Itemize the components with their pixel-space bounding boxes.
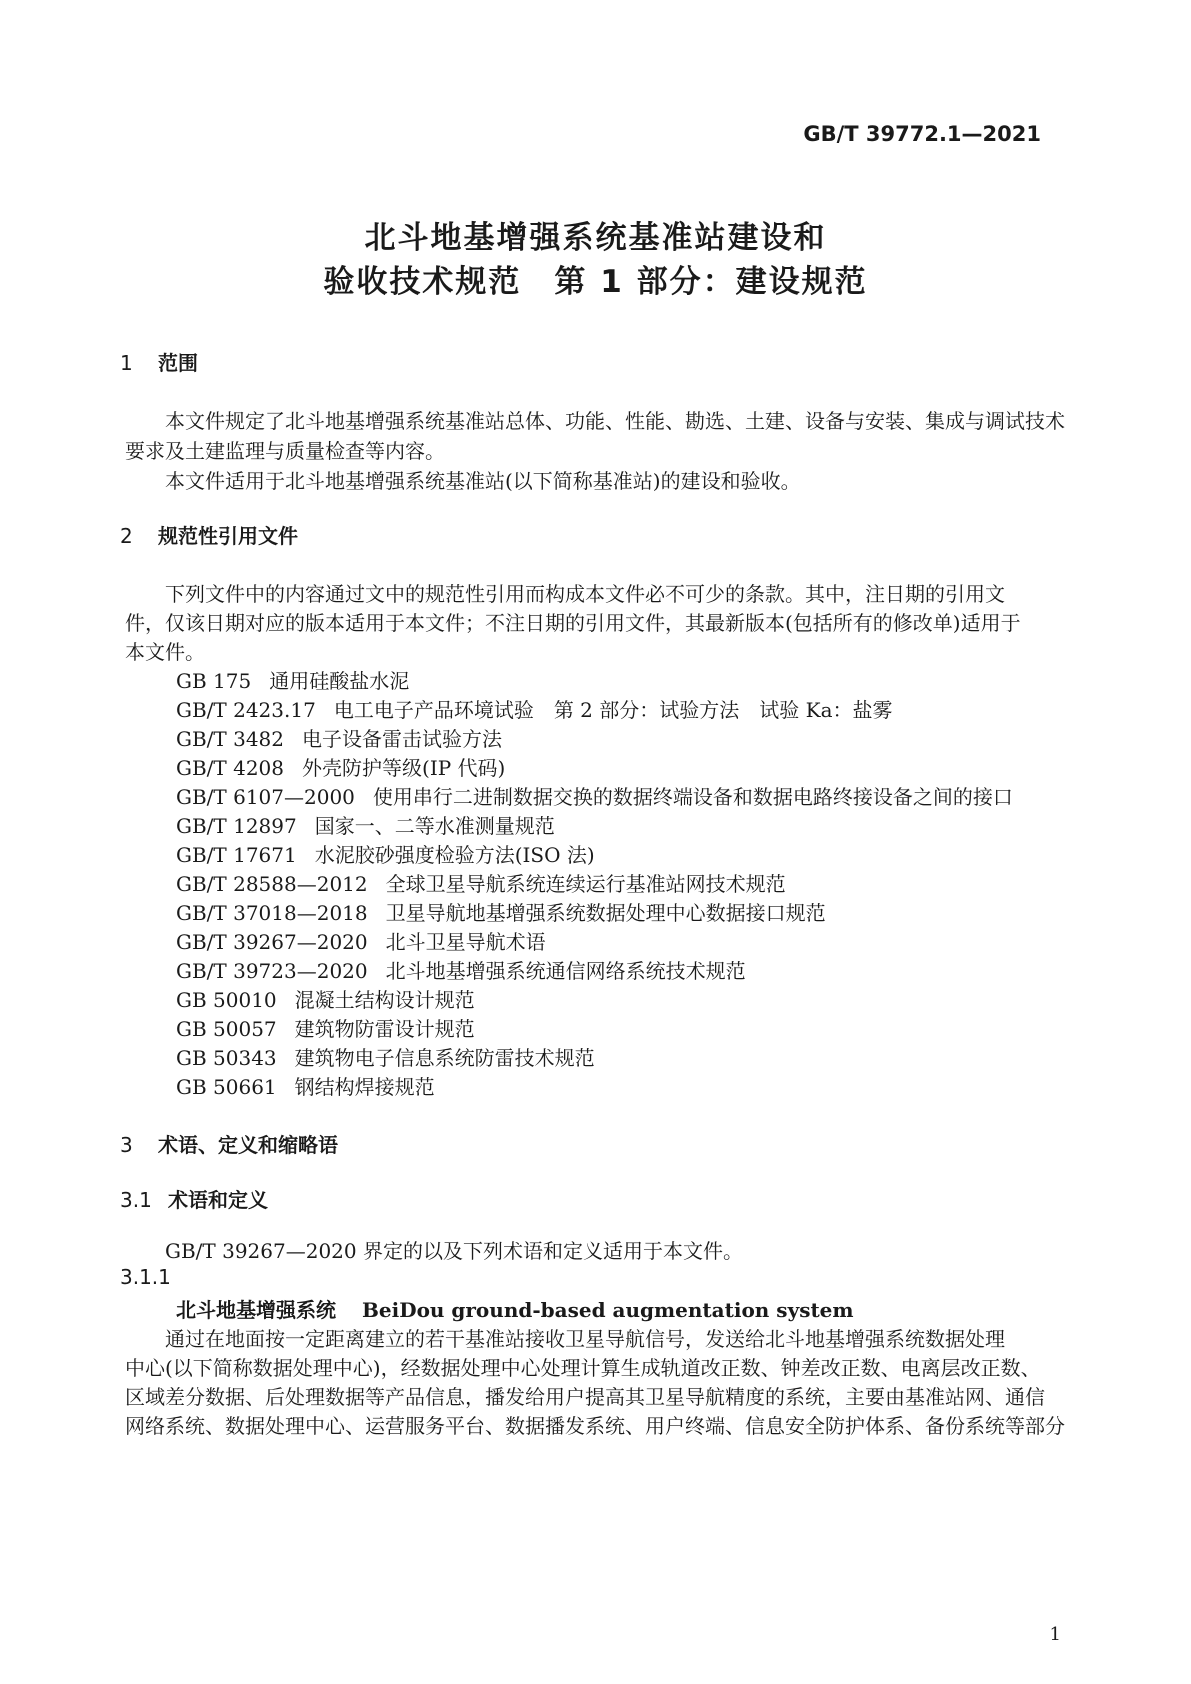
term-number: 3.1.1 [120, 1265, 171, 1289]
subsection-number: 3.1 [120, 1188, 152, 1212]
reference-code: GB/T 3482 [176, 727, 285, 751]
section-number: 2 [120, 524, 133, 548]
paragraph-line: 本文件规定了北斗地基增强系统基准站总体、功能、性能、勘选、土建、设备与安装、集成与调试技术 [165, 409, 1065, 433]
paragraph-line: 要求及土建监理与质量检查等内容。 [125, 439, 445, 463]
paragraph-line: GB/T 39267—2020 界定的以及下列术语和定义适用于本文件。 [165, 1239, 743, 1263]
reference-code: GB/T 2423.17 [176, 698, 316, 722]
reference-code: GB 50057 [176, 1017, 277, 1041]
reference-item [176, 839, 595, 868]
reference-title: 使用串行二进制数据交换的数据终端设备和数据电路终接设备之间的接口 [372, 785, 1013, 809]
reference-title: 建筑物防雷设计规范 [294, 1017, 475, 1041]
reference-item [176, 897, 826, 926]
paragraph-line: 通过在地面按一定距离建立的若干基准站接收卫星导航信号，发送给北斗地基增强系统数据处理 [165, 1327, 1005, 1351]
reference-code: GB 50343 [176, 1046, 277, 1070]
reference-item [176, 955, 746, 984]
reference-item [176, 1071, 435, 1100]
reference-code: GB/T 37018—2018 [176, 901, 368, 925]
reference-title: 外壳防护等级(IP 代码) [302, 756, 506, 780]
subsection-title: 术语和定义 [168, 1188, 268, 1212]
reference-item [176, 781, 1013, 810]
reference-code: GB/T 4208 [176, 756, 285, 780]
reference-title: 国家一、二等水准测量规范 [314, 814, 555, 838]
standard-code: GB/T 39772.1—2021 [803, 122, 1041, 146]
reference-title: 钢结构焊接规范 [294, 1075, 435, 1099]
reference-code: GB 50661 [176, 1075, 277, 1099]
reference-code: GB 175 [176, 669, 252, 693]
reference-item [176, 665, 409, 694]
section-3-heading [120, 1129, 338, 1158]
reference-item [176, 868, 786, 897]
reference-item [176, 1042, 595, 1071]
paragraph-line: 本文件。 [125, 640, 205, 664]
reference-title: 混凝土结构设计规范 [294, 988, 475, 1012]
section-title: 范围 [158, 351, 198, 375]
reference-code: GB/T 17671 [176, 843, 297, 867]
reference-item [176, 723, 502, 752]
paragraph-line: 本文件适用于北斗地基增强系统基准站(以下简称基准站)的建设和验收。 [165, 469, 801, 493]
section-number: 1 [120, 351, 133, 375]
reference-code: GB/T 6107—2000 [176, 785, 355, 809]
reference-title: 通用硅酸盐水泥 [269, 669, 410, 693]
term-english: BeiDou ground-based augmentation system [362, 1298, 854, 1322]
reference-title: 北斗地基增强系统通信网络系统技术规范 [385, 959, 746, 983]
reference-title: 卫星导航地基增强系统数据处理中心数据接口规范 [385, 901, 826, 925]
section-1-heading [120, 347, 198, 376]
reference-code: GB/T 12897 [176, 814, 297, 838]
paragraph-line: 下列文件中的内容通过文中的规范性引用而构成本文件必不可少的条款。其中，注日期的引用文 [165, 582, 1005, 606]
reference-title: 电工电子产品环境试验 第 2 部分：试验方法 试验 Ka：盐雾 [333, 698, 893, 722]
reference-title: 北斗卫星导航术语 [385, 930, 546, 954]
reference-item [176, 926, 546, 955]
term-chinese: 北斗地基增强系统 [176, 1298, 336, 1322]
section-title: 规范性引用文件 [158, 524, 298, 548]
reference-code: GB/T 39723—2020 [176, 959, 368, 983]
subsection-3-1-heading [120, 1184, 268, 1213]
paragraph-line: 中心(以下简称数据处理中心)，经数据处理中心处理计算生成轨道改正数、钟差改正数、电离层改正数、 [125, 1356, 1041, 1380]
reference-item [176, 694, 893, 723]
paragraph-line: 网络系统、数据处理中心、运营服务平台、数据播发系统、用户终端、信息安全防护体系、备份系统等部分 [125, 1414, 1065, 1438]
paragraph-line: 区域差分数据、后处理数据等产品信息，播发给用户提高其卫星导航精度的系统，主要由基准站网、通信 [125, 1385, 1045, 1409]
paragraph-line: 件，仅该日期对应的版本适用于本文件；不注日期的引用文件，其最新版本(包括所有的修改单)适用于 [125, 611, 1021, 635]
reference-code: GB/T 28588—2012 [176, 872, 368, 896]
section-title: 术语、定义和缩略语 [158, 1133, 338, 1157]
document-title-line1: 北斗地基增强系统基准站建设和 [364, 220, 827, 256]
page-number: 1 [1049, 1624, 1061, 1645]
section-number: 3 [120, 1133, 133, 1157]
reference-title: 全球卫星导航系统连续运行基准站网技术规范 [385, 872, 786, 896]
reference-item [176, 752, 505, 781]
reference-code: GB/T 39267—2020 [176, 930, 368, 954]
reference-item [176, 984, 475, 1013]
reference-title: 电子设备雷击试验方法 [302, 727, 503, 751]
reference-item [176, 810, 555, 839]
reference-item [176, 1013, 475, 1042]
reference-code: GB 50010 [176, 988, 277, 1012]
document-title-line2: 验收技术规范 第 1 部分：建设规范 [323, 264, 868, 300]
term-entry [176, 1294, 854, 1323]
reference-title: 水泥胶砂强度检验方法(ISO 法) [314, 843, 595, 867]
reference-title: 建筑物电子信息系统防雷技术规范 [294, 1046, 595, 1070]
section-2-heading [120, 520, 298, 549]
